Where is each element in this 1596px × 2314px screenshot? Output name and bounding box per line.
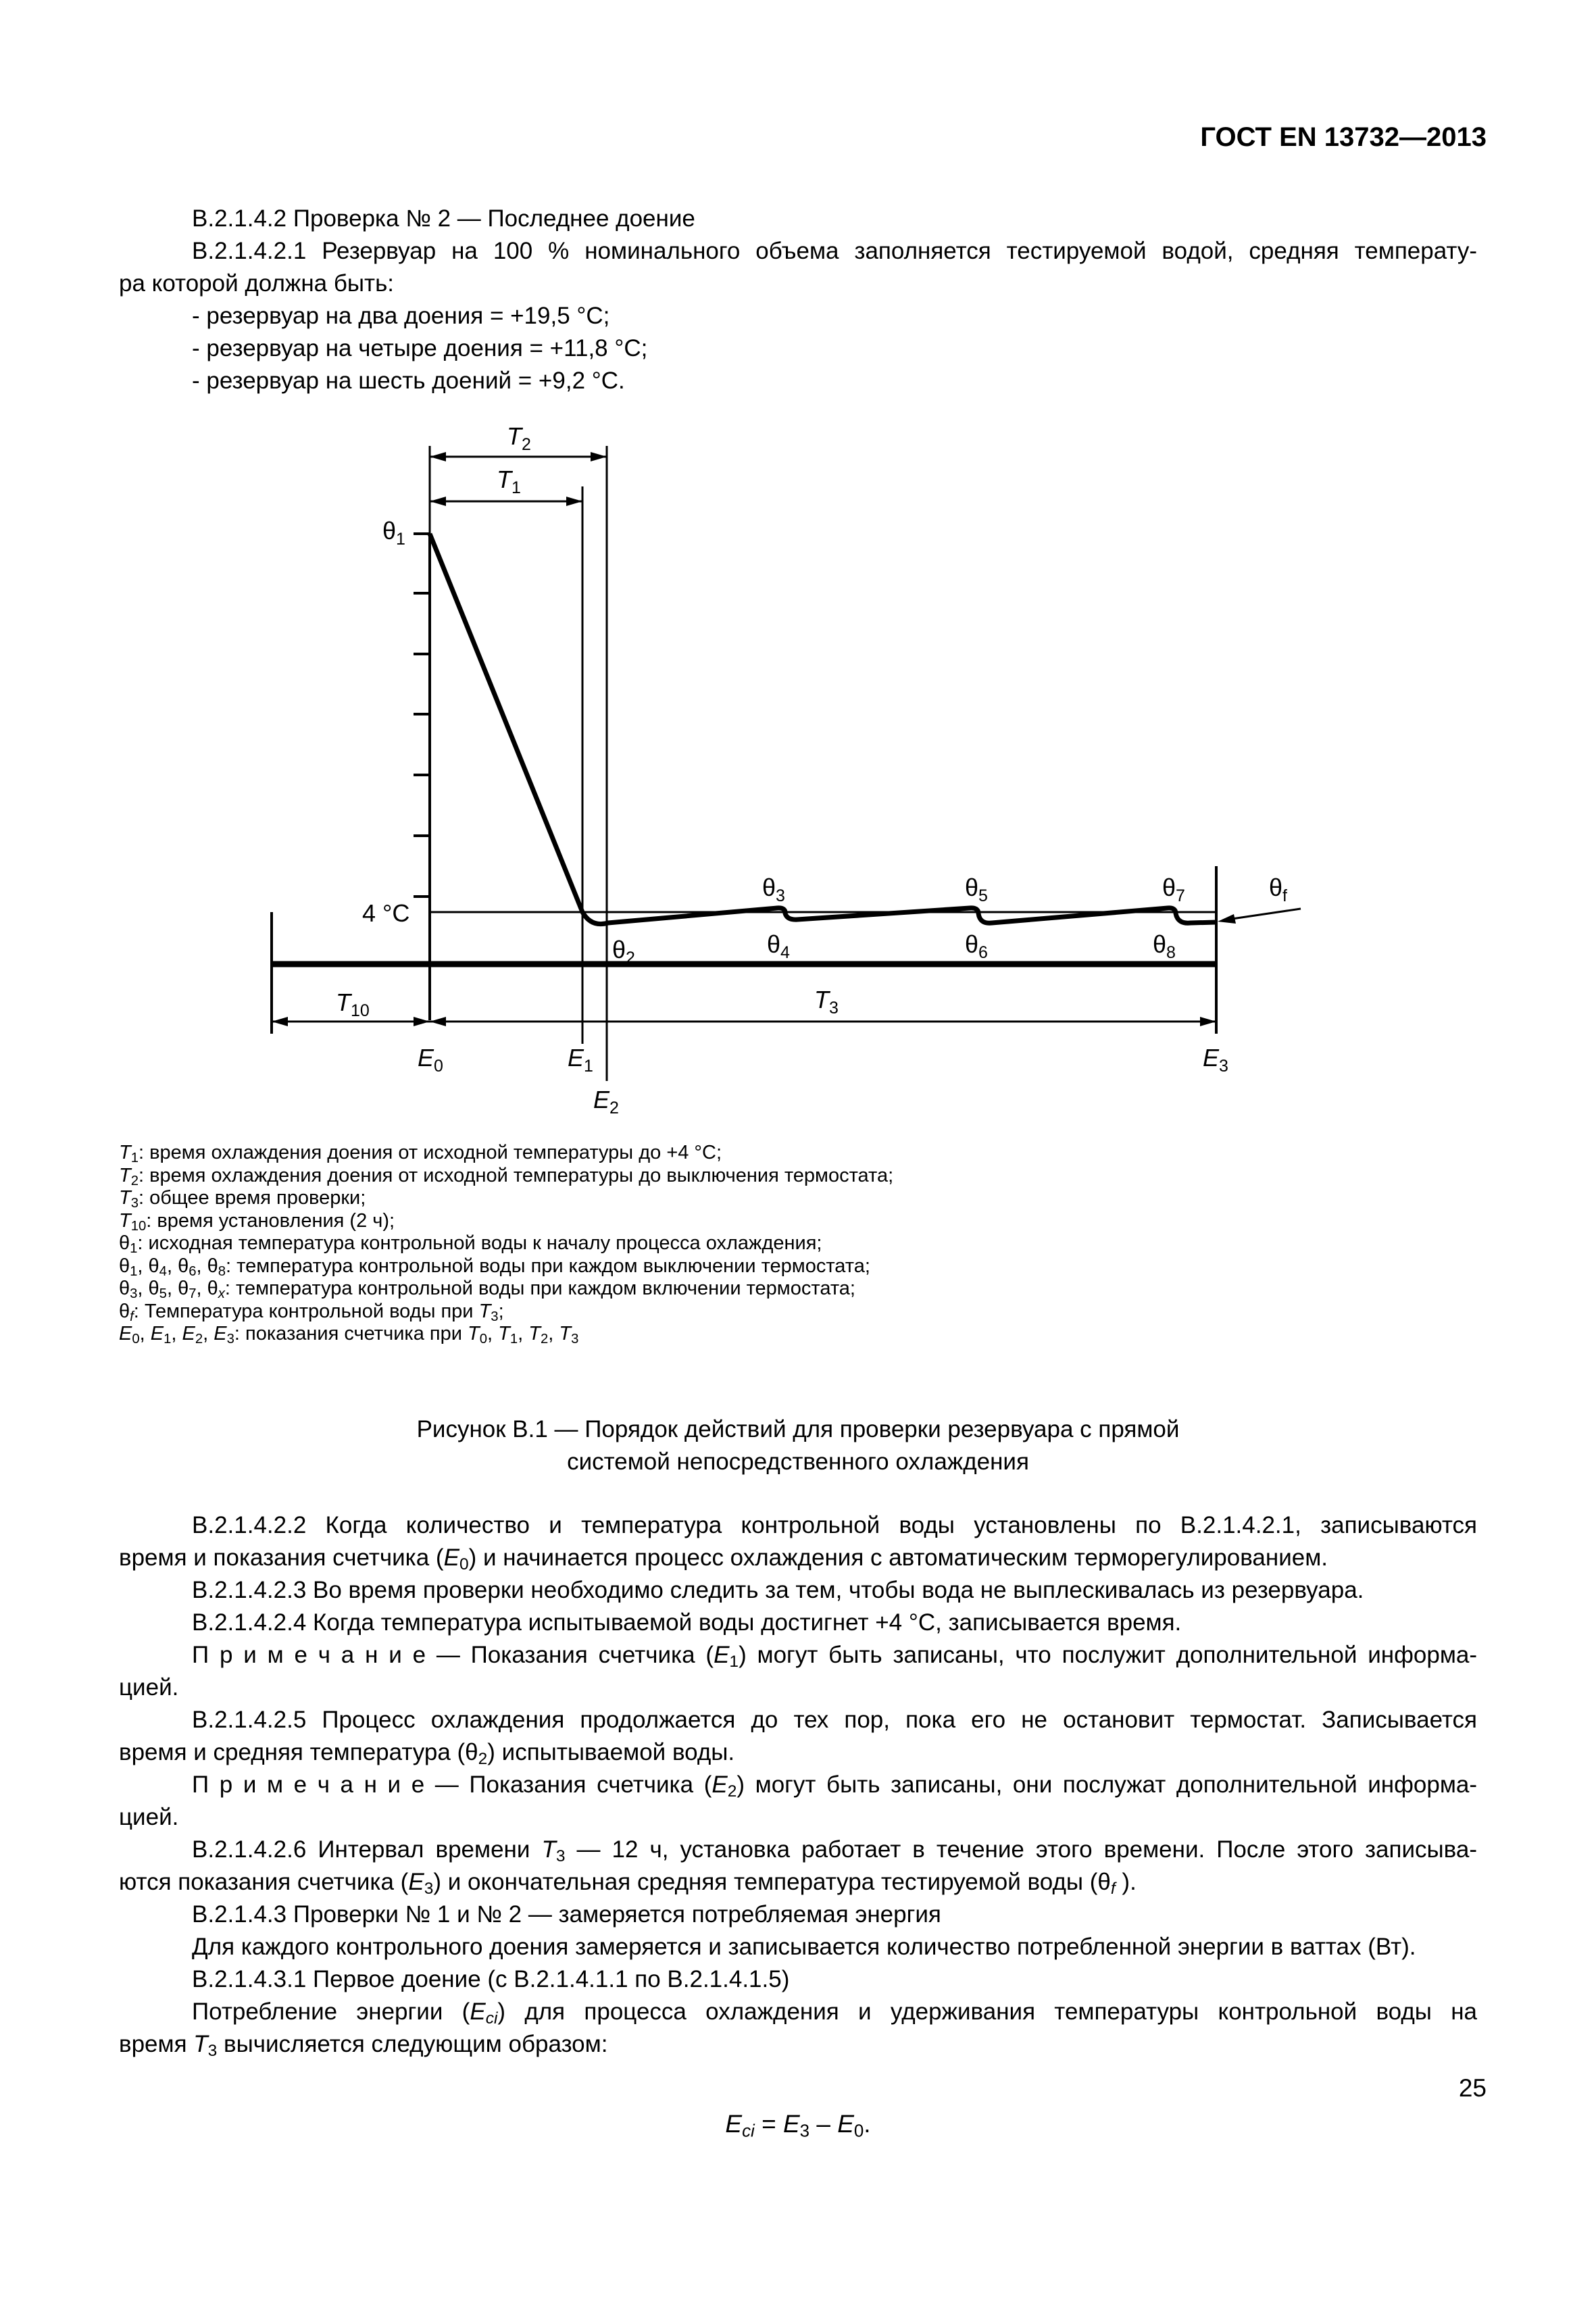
list-item: - резервуар на два доения = +19,5 °C; — [192, 303, 610, 329]
svg-text:T1: $T_1$ — [497, 466, 521, 497]
svg-text:θ3: $\theta_3$ — [762, 874, 785, 905]
svg-text:T10: $T_{10}$ — [336, 988, 370, 1020]
temperature-curve — [430, 534, 1216, 924]
svg-text:θ1: $\theta_1$ — [382, 517, 405, 549]
legend-line: $T_{10}$: время установления (2 ч); — [119, 1209, 395, 1234]
svg-text:T2: $T_2$ — [507, 422, 531, 454]
note-line: цией. — [119, 1804, 179, 1830]
paragraph-line: время и средняя температура $(\theta_2)$ испытываемой воды. — [119, 1739, 735, 1769]
paragraph-line: В.2.1.4.3.1 Первое доение (с В.2.1.4.1.1 по В.2.1.4.1.5) — [192, 1966, 790, 1992]
paragraph-line: ра которой должна быть: — [119, 270, 395, 297]
paragraph-line: Потребление энергии $(E_{ci})$ для процесса охлаждения и удерживания температуры контрольной воды на — [192, 1998, 1478, 2028]
legend-line: $T_2$: время охлаждения доения от исходной температуры до выключения термостата; — [119, 1164, 894, 1188]
paragraph-line: В.2.1.4.2.3 Во время проверки необходимо следить за тем, чтобы вода не выплескивалась из резервуара. — [192, 1577, 1364, 1603]
legend-line: $\theta_3$, $\theta_5$, $\theta_7$, $\theta_x$: температура контрольной воды при каждом включении термостата; — [119, 1278, 855, 1302]
figure-caption-line2: системой непосредственного охлаждения — [567, 1449, 1029, 1475]
document-header: ГОСТ EN 13732—2013 — [1200, 122, 1487, 152]
svg-text:E0: $E_0$ — [418, 1044, 443, 1076]
paragraph-line: В.2.1.4.2.2 Когда количество и температура контрольной воды установлены по В.2.1.4.2.1, записываются — [192, 1512, 1477, 1538]
paragraph-line: Для каждого контрольного доения замеряется и записывается количество потребленной энергии в ваттах (Вт). — [192, 1934, 1416, 1960]
legend-line: $E_0$, $E_1$, $E_2$, $E_3$: показания счетчика при $T_0$, $T_1$, $T_2$, $T_3$ — [119, 1323, 579, 1347]
note-line: П р и м е ч а н и е — Показания счетчика $(E_1)$ могут быть записаны, что послужит дополнительной информа- — [192, 1642, 1478, 1671]
legend-line: $T_3$: общее время проверки; — [119, 1187, 366, 1211]
paragraph-line: В.2.1.4.2.1 Резервуар на 100 % номинального объема заполняется тестируемой водой, средняя температу- — [192, 238, 1477, 264]
svg-text:θ6: $\theta_6$ — [965, 930, 988, 962]
figure-legend — [119, 1142, 893, 1346]
note-line: цией. — [119, 1674, 179, 1701]
paragraph-line: В.2.1.4.3 Проверки № 1 и № 2 — замеряется потребляемая энергия — [192, 1901, 941, 1928]
svg-text:E3: $E_3$ — [1203, 1044, 1228, 1076]
paragraph-line: ются показания счетчика $(E_3)$ и окончательная средняя температура тестируемой воды ($\theta_f$ ). — [119, 1869, 1137, 1898]
svg-text:θ2: $\theta_2$ — [612, 936, 635, 967]
list-item: - резервуар на шесть доений = +9,2 °C. — [192, 368, 625, 394]
cooling-diagram — [0, 0, 1596, 1135]
paragraph-line: В.2.1.4.2.5 Процесс охлаждения продолжается до тех пор, пока его не остановит термостат. Записывается — [192, 1707, 1477, 1733]
legend-line: $\theta_1$, $\theta_4$, $\theta_6$, $\theta_8$: температура контрольной воды при каждом выключении термостата; — [119, 1255, 870, 1279]
list-item: - резервуар на четыре доения = +11,8 °C; — [192, 335, 648, 361]
energy-formula: $E_{ci} = E_3 - E_0$. — [725, 2110, 871, 2141]
y-axis-ticks — [414, 534, 430, 897]
svg-text:E2: $E_2$ — [593, 1086, 619, 1117]
page-number: 25 — [1458, 2074, 1487, 2102]
svg-text:θ5: $\theta_5$ — [965, 874, 988, 905]
paragraph-line: В.2.1.4.2.6 Интервал времени $T_3$ — 12 ч, установка работает в течение этого времени. После этого записыва- — [192, 1836, 1477, 1866]
svg-text:E1: $E_1$ — [568, 1044, 593, 1076]
legend-line: $\theta_f$: Температура контрольной воды при $T_3$; — [119, 1300, 504, 1324]
figure-caption-line1: Рисунок В.1 — Порядок действий для проверки резервуара с прямой — [416, 1416, 1180, 1442]
svg-text:θ7: $\theta_7$ — [1162, 874, 1185, 905]
svg-text:T3: $T_3$ — [814, 986, 839, 1017]
svg-text:θ4: $\theta_4$ — [767, 930, 790, 962]
paragraph-line: В.2.1.4.2.4 Когда температура испытываемой воды достигнет +4 °С, записывается время. — [192, 1609, 1182, 1636]
svg-text:θf: $\theta_f$ — [1269, 874, 1287, 905]
svg-text:θ8: $\theta_8$ — [1153, 930, 1176, 962]
legend-line: $\theta_1$: исходная температура контрольной воды к началу процесса охлаждения; — [119, 1232, 822, 1257]
section-heading: В.2.1.4.2 Проверка № 2 — Последнее доение — [192, 205, 695, 232]
paragraph-line: время $T_3$ вычисляется следующим образом: — [119, 2031, 608, 2061]
note-line: П р и м е ч а н и е — Показания счетчика $(E_2)$ могут быть записаны, они послужат дополнительной информа- — [192, 1771, 1478, 1801]
paragraph-line: время и показания счетчика $(E_0)$ и начинается процесс охлаждения с автоматическим терморегулированием. — [119, 1544, 1328, 1574]
svg-text:4 °C: 4 °C — [362, 899, 410, 927]
legend-line: $T_1$: время охлаждения доения от исходной температуры до +4 °С; — [119, 1142, 722, 1166]
